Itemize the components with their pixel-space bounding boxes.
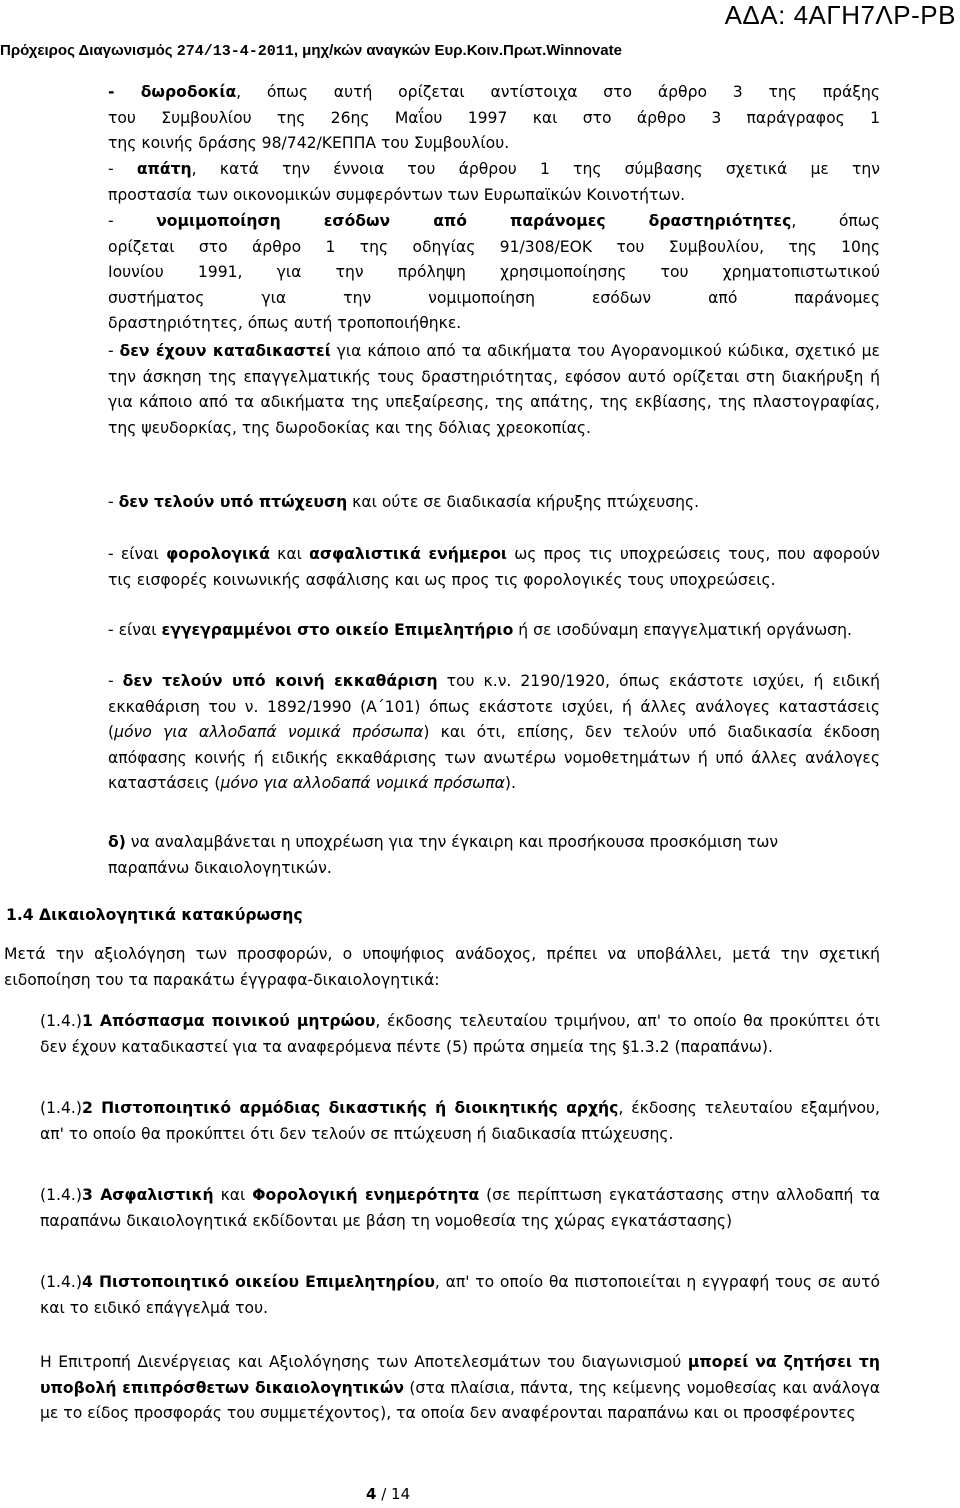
bullet-dorodokia bbox=[108, 80, 880, 157]
page-total: 14 bbox=[391, 1485, 411, 1503]
bullet-text: ) και ότι, επίσης, δεν τελούν υπό διαδικασία έκδοση απόφασης κοινής ή ειδικής εκκαθάρισης των ανωτέρω νομοθετημάτων ή υπό άλλες ανάλογες καταστάσεις ( bbox=[108, 723, 880, 793]
item-text: , έκδοσης τελευταίου εξαμήνου, απ' το οποίο θα προκύπτει ότι δεν τελούν σε πτώχευση ή διαδικασία πτώχευσης. bbox=[40, 1099, 881, 1143]
bullet-text: , όπως αυτή ορίζεται αντίστοιχα στο άρθρο 3 της πράξης bbox=[236, 83, 880, 101]
bullet-line: του Συμβουλίου της 26ης Μαΐου 1997 και στο άρθρο 3 παράγραφος 1 bbox=[108, 108, 880, 127]
item-prefix: (1.4.) bbox=[40, 1186, 82, 1204]
item-text: , απ' το οποίο θα πιστοποιείται η εγγραφή τους σε αυτό και το ειδικό επάγγελμά του. bbox=[40, 1273, 881, 1317]
bullet-text: , κατά την έννοια του άρθρου 1 της σύμβασης σχετικά με την bbox=[191, 160, 880, 178]
bullet-text: ). bbox=[504, 774, 516, 793]
page-current: 4 bbox=[366, 1485, 377, 1503]
bullet-katadikastei bbox=[108, 339, 880, 441]
page-separator: / bbox=[376, 1485, 392, 1503]
bullet-line: συστήματος για την νομιμοποίηση εσόδων από παράνομες bbox=[108, 288, 880, 307]
page-number bbox=[366, 1485, 410, 1503]
bullet-term: εγγεγραμμένοι στο οικείο Επιμελητήριο bbox=[161, 621, 514, 639]
item-prefix: (1.4.) bbox=[40, 1012, 82, 1030]
header-suffix: , μηχ/κών αναγκών Ευρ.Κοιν.Πρωτ.Winnovate bbox=[293, 42, 622, 59]
bullet-apati bbox=[108, 157, 880, 208]
bullet-line bbox=[108, 80, 880, 106]
item-title: Φορολογική ενημερότητα bbox=[252, 1186, 480, 1204]
bullet-text: , όπως bbox=[791, 212, 880, 230]
item-title: 3 Ασφαλιστική bbox=[81, 1186, 214, 1204]
document-item-3 bbox=[40, 1183, 880, 1234]
document-header bbox=[0, 42, 622, 60]
bullet-dash: - bbox=[108, 672, 123, 690]
bullet-text: ως προς τις υποχρεώσεις τους, που αφορούν τις εισφορές κοινωνικής ασφάλισης και ως προς τις φορολογικές τους υποχρεώσεις. bbox=[108, 545, 880, 589]
bullet-italic: μόνο για αλλοδαπά νομικά πρόσωπα bbox=[220, 774, 505, 793]
bullet-text: ή σε ισοδύναμη επαγγελματική οργάνωση. bbox=[513, 621, 852, 639]
closing-text: Η Επιτροπή Διενέργειας και Αξιολόγησης των Αποτελεσμάτων του διαγωνισμού bbox=[40, 1353, 688, 1371]
bullet-ptoxeusi bbox=[108, 490, 880, 516]
item-text: , έκδοσης τελευταίου τριμήνου, απ' το οποίο θα προκύπτει ότι δεν έχουν καταδικαστεί για τα αναφερόμενα πέντε (5) πρώτα σημεία της §1.3.2 (παραπάνω). bbox=[40, 1012, 880, 1056]
bullet-term: - δωροδοκία bbox=[108, 83, 237, 101]
item-text: (σε περίπτωση εγκατάστασης στην αλλοδαπή τα παραπάνω δικαιολογητικά εκδίδονται με βάση τη νομοθεσία της χώρας εγκατάστασης) bbox=[40, 1186, 880, 1230]
bullet-term: δεν τελούν υπό κοινή εκκαθάριση bbox=[122, 672, 438, 690]
bullet-line bbox=[108, 157, 880, 183]
bullet-term: δεν τελούν υπό πτώχευση bbox=[118, 493, 348, 511]
item-text: και bbox=[213, 1186, 253, 1204]
item-title: 4 Πιστοποιητικό οικείου Επιμελητηρίου bbox=[81, 1273, 435, 1291]
bullet-term: φορολογικά bbox=[166, 545, 270, 563]
bullet-line: δραστηριότητες, όπως αυτή τροποποιήθηκε. bbox=[108, 314, 462, 333]
clause-text: να αναλαμβάνεται η υποχρέωση για την έγκαιρη και προσήκουσα προσκόμιση των παραπάνω δικαιολογητικών. bbox=[108, 833, 779, 877]
bullet-line bbox=[108, 209, 880, 235]
document-item-2 bbox=[40, 1096, 880, 1147]
bullet-line: ορίζεται στο άρθρο 1 της οδηγίας 91/308/ΕΟΚ του Συμβουλίου, της 10ης bbox=[108, 237, 880, 256]
bullet-text: για κάποιο από τα αδικήματα του Αγορανομικού κώδικα, σχετικό με την άσκηση της επαγγελματικής τους δραστηριότητας, εφόσον αυτό ορίζεται στη διακήρυξη ή για κάποιο από τα αδικήματα της υπεξαίρεσης, της απάτης, της εκβίασης, της πλαστογραφίας, της ψευδορκίας, της δωροδοκίας και της δόλιας χρεοκοπίας. bbox=[108, 342, 880, 437]
closing-text: (στα πλαίσια, πάντα, της κείμενης νομοθεσίας και ανάλογα με το είδος προσφοράς του συμμετέχοντος), τα οποία δεν αναφέρονται παραπάνω και οι προσφέροντες bbox=[40, 1378, 881, 1423]
closing-bold: μπορεί να ζητήσει τη υποβολή επιπρόσθετων δικαιολογητικών bbox=[40, 1353, 880, 1397]
ada-identifier: ΑΔΑ: 4ΑΓΗ7ΛΡ-ΡΒ bbox=[724, 0, 956, 30]
bullet-line: της κοινής δράσης 98/742/ΚΕΠΠΑ του Συμβουλίου. bbox=[108, 134, 510, 153]
bullet-text: και bbox=[269, 545, 310, 563]
bullet-forologika bbox=[108, 542, 880, 593]
bullet-line: Ιουνίου 1991, για την πρόληψη χρησιμοποίησης του χρηματοπιστωτικού bbox=[108, 263, 880, 282]
closing-paragraph bbox=[40, 1350, 880, 1427]
item-prefix: (1.4.) bbox=[40, 1099, 82, 1117]
section-intro: Μετά την αξιολόγηση των προσφορών, ο υποψήφιος ανάδοχος, πρέπει να υποβάλλει, μετά την σχετική ειδοποίηση του τα παρακάτω έγγραφα-δικαιολογητικά: bbox=[4, 945, 880, 989]
item-title: 2 Πιστοποιητικό αρμόδιας δικαστικής ή διοικητικής αρχής bbox=[81, 1099, 619, 1117]
bullet-dash: - bbox=[108, 212, 157, 230]
bullet-text: του κ.ν. 2190/1920, όπως εκάστοτε ισχύει, ή ειδική εκκαθάριση του ν. 1892/1990 (Α΄101) όπως εκάστοτε ισχύει, ή άλλες ανάλογες καταστάσεις ( bbox=[108, 672, 880, 742]
bullet-ekkatharisi bbox=[108, 669, 880, 797]
bullet-term: ασφαλιστικά ενήμεροι bbox=[309, 545, 508, 563]
bullet-italic: μόνο για αλλοδαπά νομικά πρόσωπα bbox=[114, 723, 424, 742]
header-code: 274/13-4-2011 bbox=[176, 43, 294, 60]
bullet-dash: - bbox=[108, 160, 137, 178]
clause-delta bbox=[108, 830, 838, 881]
bullet-engegrammenoi bbox=[108, 618, 880, 644]
bullet-dash: - bbox=[108, 493, 119, 511]
bullet-term: δεν έχουν καταδικαστεί bbox=[119, 342, 331, 360]
bullet-nomimopoiisi bbox=[108, 209, 880, 337]
bullet-line: προστασία των οικονομικών συμφερόντων των Ευρωπαϊκών Κοινοτήτων. bbox=[108, 185, 686, 204]
item-prefix: (1.4.) bbox=[40, 1273, 82, 1291]
bullet-term: απάτη bbox=[136, 160, 192, 178]
document-item-1 bbox=[40, 1009, 880, 1060]
bullet-text: και ούτε σε διαδικασία κήρυξης πτώχευσης. bbox=[347, 493, 700, 511]
section-title: 1.4 Δικαιολογητικά κατακύρωσης bbox=[6, 906, 303, 924]
bullet-dash: - bbox=[108, 342, 120, 360]
bullet-term: νομιμοποίηση εσόδων από παράνομες δραστηριότητες bbox=[156, 212, 792, 230]
header-prefix: Πρόχειρος Διαγωνισμός bbox=[0, 42, 177, 59]
document-item-4 bbox=[40, 1270, 880, 1321]
clause-label: δ) bbox=[108, 833, 126, 851]
item-title: 1 Απόσπασμα ποινικού μητρώου bbox=[81, 1012, 376, 1030]
bullet-text: - είναι bbox=[108, 545, 167, 563]
bullet-text: - είναι bbox=[108, 621, 162, 639]
